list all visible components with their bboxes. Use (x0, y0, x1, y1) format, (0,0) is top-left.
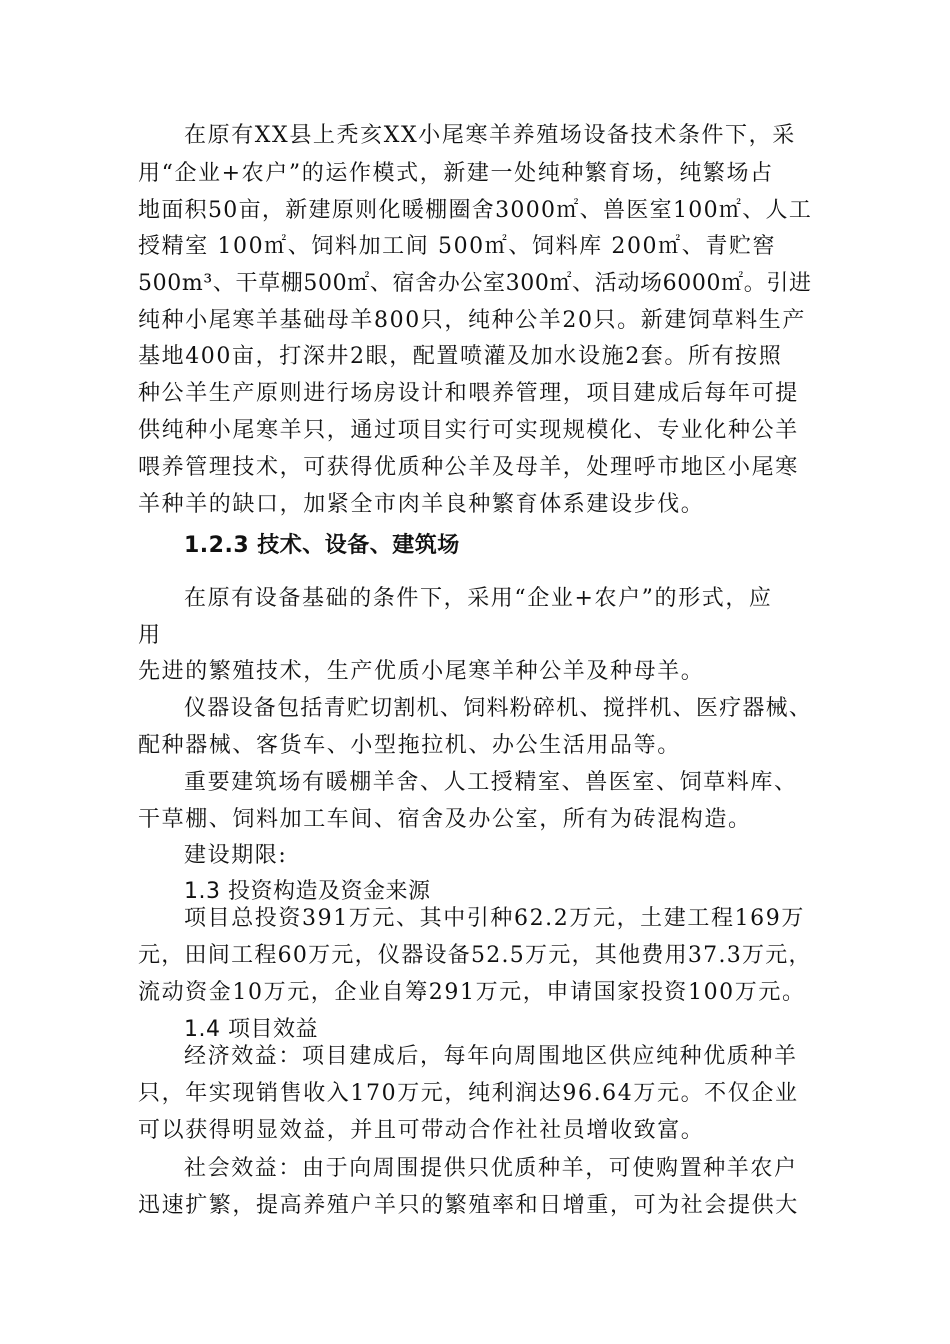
paragraph-line: 只，年实现销售收入170万元，纯利润达96.64万元。不仅企业 (138, 1081, 799, 1106)
paragraph-line: 500m³、干草棚500㎡、宿舍办公室300㎡、活动场6000㎡。引进 (138, 271, 812, 296)
paragraph-line: 流动资金10万元，企业自筹291万元，申请国家投资100万元。 (138, 980, 806, 1005)
paragraph-line: 喂养管理技术，可获得优质种公羊及母羊，处理呼市地区小尾寒 (138, 455, 799, 480)
paragraph-line: 用“企业+农户”的运作模式，新建一处纯种繁育场，纯繁场占 (138, 161, 774, 186)
paragraph-line: 项目总投资391万元、其中引种62.2万元，土建工程169万 (184, 906, 805, 931)
paragraph-line: 羊种羊的缺口，加紧全市肉羊良种繁育体系建设步伐。 (138, 492, 705, 517)
paragraph-line: 干草棚、饲料加工车间、宿舍及办公室，所有为砖混构造。 (138, 807, 752, 832)
paragraph-line: 纯种小尾寒羊基础母羊800只，纯种公羊20只。新建饲草料生产 (138, 308, 806, 333)
paragraph-line: 在原有XX县上秃亥XX小尾寒羊养殖场设备技术条件下，采 (184, 123, 796, 148)
paragraph-line: 基地400亩，打深井2眼，配置喷灌及加水设施2套。所有按照 (138, 344, 783, 369)
paragraph-line: 仪器设备包括青贮切割机、饲料粉碎机、搅拌机、医疗器械、 (184, 696, 813, 721)
section-heading-1-3: 1.3 投资构造及资金来源 (184, 879, 431, 904)
paragraph-line: 地面积50亩，新建原则化暖棚圈舍3000㎡、兽医室100㎡、人工 (138, 198, 813, 223)
paragraph-line: 配种器械、客货车、小型拖拉机、办公生活用品等。 (138, 733, 681, 758)
section-heading-1-4: 1.4 项目效益 (184, 1017, 318, 1042)
paragraph-line: 重要建筑场有暖棚羊舍、人工授精室、兽医室、饲草料库、 (184, 770, 798, 795)
paragraph-line: 元，田间工程60万元，仪器设备52.5万元，其他费用37.3万元， (138, 943, 812, 968)
paragraph-line: 先进的繁殖技术，生产优质小尾寒羊种公羊及种母羊。 (138, 659, 705, 684)
paragraph-line: 供纯种小尾寒羊只，通过项目实行可实现规模化、专业化种公羊 (138, 418, 799, 443)
paragraph-line: 用 (138, 623, 162, 648)
construction-period-label: 建设期限: (184, 843, 288, 868)
paragraph-line: 社会效益：由于向周围提供只优质种羊，可使购置种羊农户 (184, 1156, 798, 1181)
paragraph-line: 授精室 100㎡、饲料加工间 500㎡、饲料库 200㎡、青贮窖 (138, 234, 777, 259)
paragraph-line: 在原有设备基础的条件下，采用“企业+农户”的形式，应 (184, 586, 773, 611)
paragraph-line: 迅速扩繁，提高养殖户羊只的繁殖率和日增重，可为社会提供大 (138, 1193, 799, 1218)
paragraph-line: 可以获得明显效益，并且可带动合作社社员增收致富。 (138, 1118, 705, 1143)
paragraph-line: 种公羊生产原则进行场房设计和喂养管理，项目建成后每年可提 (138, 381, 799, 406)
paragraph-line: 经济效益：项目建成后，每年向周围地区供应纯种优质种羊 (184, 1044, 798, 1069)
section-heading-1-2-3: 1.2.3 技术、设备、建筑场 (184, 533, 460, 558)
